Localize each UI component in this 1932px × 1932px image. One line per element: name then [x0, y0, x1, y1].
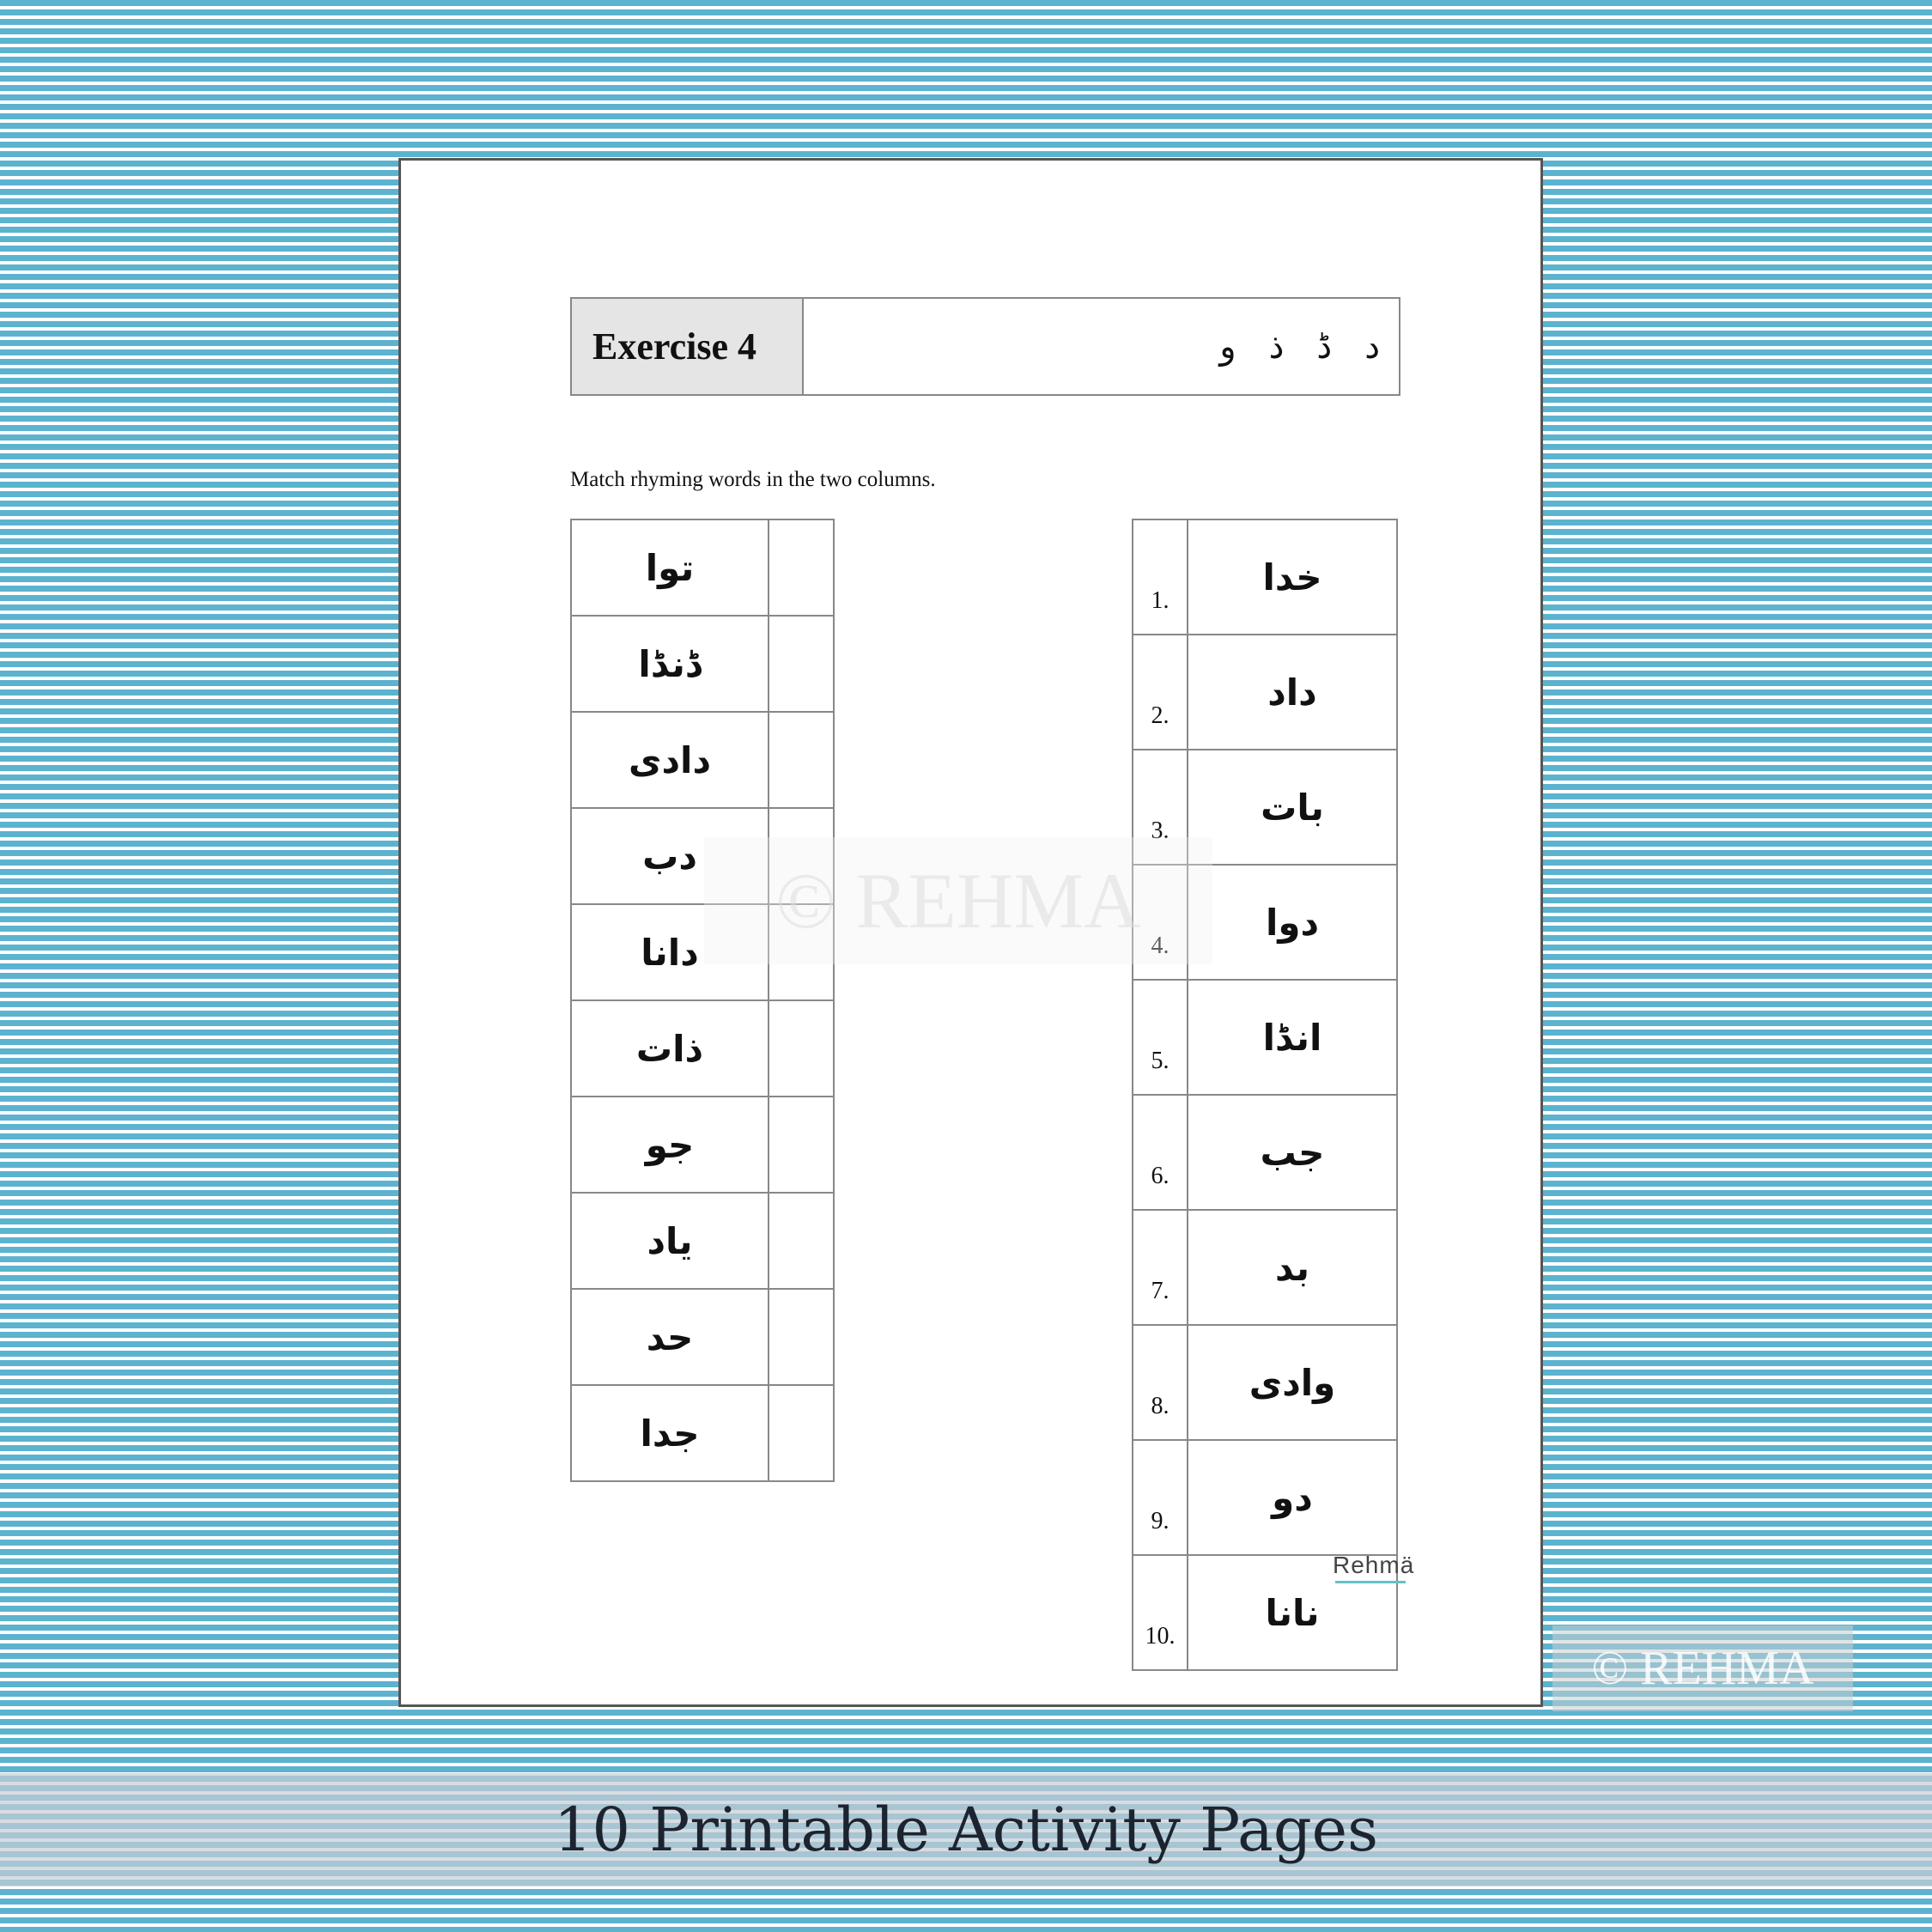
row-number: 3.: [1133, 750, 1188, 865]
letter: ڈ: [1316, 326, 1333, 367]
table-row: [1133, 1440, 1397, 1555]
right-word: داد: [1188, 635, 1397, 750]
answer-box[interactable]: [769, 519, 834, 616]
row-number: 9.: [1133, 1440, 1188, 1555]
right-word: بات: [1188, 750, 1397, 865]
left-word: دانا: [571, 904, 769, 1000]
row-number: 1.: [1133, 519, 1188, 635]
left-word: ذات: [571, 1000, 769, 1097]
instruction-text: Match rhyming words in the two columns.: [570, 468, 936, 491]
table-row: [1133, 519, 1397, 635]
table-row: [571, 1000, 834, 1097]
left-word: دادی: [571, 712, 769, 808]
left-word: جو: [571, 1097, 769, 1193]
table-row: [1133, 1325, 1397, 1440]
left-word: ڈنڈا: [571, 616, 769, 712]
banner-text: 10 Printable Activity Pages: [553, 1795, 1379, 1865]
right-word: دوا: [1188, 865, 1397, 980]
table-row: [1133, 980, 1397, 1095]
left-word: جدا: [571, 1385, 769, 1481]
left-word-column: [570, 519, 835, 1482]
right-word: جب: [1188, 1095, 1397, 1210]
table-row: [1133, 1095, 1397, 1210]
answer-box[interactable]: [769, 1000, 834, 1097]
row-number: 10.: [1133, 1555, 1188, 1670]
answer-box[interactable]: [769, 1193, 834, 1289]
table-row: [571, 712, 834, 808]
table-row: [571, 1289, 834, 1385]
letter: و: [1219, 326, 1236, 367]
row-number: 4.: [1133, 865, 1188, 980]
right-word-column: [1132, 519, 1398, 1671]
table-row: [571, 519, 834, 616]
right-word: بد: [1188, 1210, 1397, 1325]
right-word: انڈا: [1188, 980, 1397, 1095]
table-row: [571, 1193, 834, 1289]
right-word: وادی: [1188, 1325, 1397, 1440]
table-row: [1133, 635, 1397, 750]
letter: د: [1364, 326, 1380, 367]
table-row: [571, 1097, 834, 1193]
left-word: حد: [571, 1289, 769, 1385]
answer-box[interactable]: [769, 1385, 834, 1481]
logo-underline: [1335, 1581, 1406, 1583]
answer-box[interactable]: [769, 712, 834, 808]
row-number: 8.: [1133, 1325, 1188, 1440]
right-word: دو: [1188, 1440, 1397, 1555]
table-row: [571, 616, 834, 712]
letter-set: [804, 299, 1399, 394]
letter: ذ: [1268, 326, 1285, 367]
answer-box[interactable]: [769, 616, 834, 712]
row-number: 6.: [1133, 1095, 1188, 1210]
right-word: خدا: [1188, 519, 1397, 635]
table-row: [1133, 1210, 1397, 1325]
watermark-corner: © REHMA: [1552, 1625, 1853, 1711]
exercise-header: [570, 297, 1400, 396]
row-number: 5.: [1133, 980, 1188, 1095]
left-word: توا: [571, 519, 769, 616]
row-number: 2.: [1133, 635, 1188, 750]
left-word: دب: [571, 808, 769, 904]
rehma-logo: Rehmä: [1333, 1552, 1415, 1578]
answer-box[interactable]: [769, 1097, 834, 1193]
left-word: یاد: [571, 1193, 769, 1289]
table-row: [571, 1385, 834, 1481]
watermark-center: © REHMA: [704, 837, 1212, 964]
row-number: 7.: [1133, 1210, 1188, 1325]
right-word: نانا: [1188, 1555, 1397, 1670]
answer-box[interactable]: [769, 1289, 834, 1385]
exercise-title: Exercise 4: [572, 299, 804, 394]
bottom-banner: [0, 1773, 1932, 1886]
